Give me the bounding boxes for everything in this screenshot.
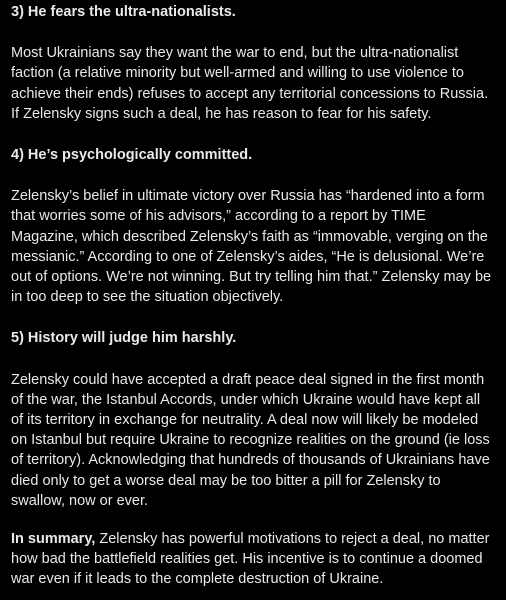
section-heading-5: 5) History will judge him harshly.	[11, 330, 237, 347]
summary-body: Zelensky has powerful motivations to reject a deal, no matter how bad the battlefield realities get. His incentive is to continue a doomed war even if it leads to the complete destruction of Ukraine.	[11, 531, 490, 588]
section-heading-3: 3) He fears the ultra-nationalists.	[11, 4, 236, 20]
section-heading-4: 4) He’s psychologically committed.	[11, 147, 253, 164]
summary-lead: In summary,	[11, 531, 96, 548]
section-body-4: Zelensky’s belief in ultimate victory over Russia has “hardened into a form that worries some of his advisors,” according to a report by TIME Magazine, which described Zelensky’s faith as “immovable, verging on the messianic.” According to one of Zelensky’s aides, “He is delusional. We’re out of options. We’re not winning. But try telling him that.” Zelensky may be in too deep to see the situation objectively.	[11, 188, 492, 306]
section-body-5: Zelensky could have accepted a draft peace deal signed in the first month of the war, the Istanbul Accords, under which Ukraine would have kept all of its territory in exchange for neutrality. A deal now will likely be modeled on Istanbul but require Ukraine to recognize realities on the ground (ie loss of territory). Acknowledging that hundreds of thousands of Ukrainians have died only to get a worse deal may be too bitter a pill for Zelensky to swallow, now or ever.	[11, 371, 490, 509]
summary-paragraph	[11, 529, 495, 590]
section-body-3: Most Ukrainians say they want the war to end, but the ultra-nationalist faction (a relative minority but well-armed and willing to use violence to achieve their ends) refuses to accept any territorial concessions to Russia. If Zelensky signs such a deal, he has reason to fear for his safety.	[11, 45, 489, 122]
